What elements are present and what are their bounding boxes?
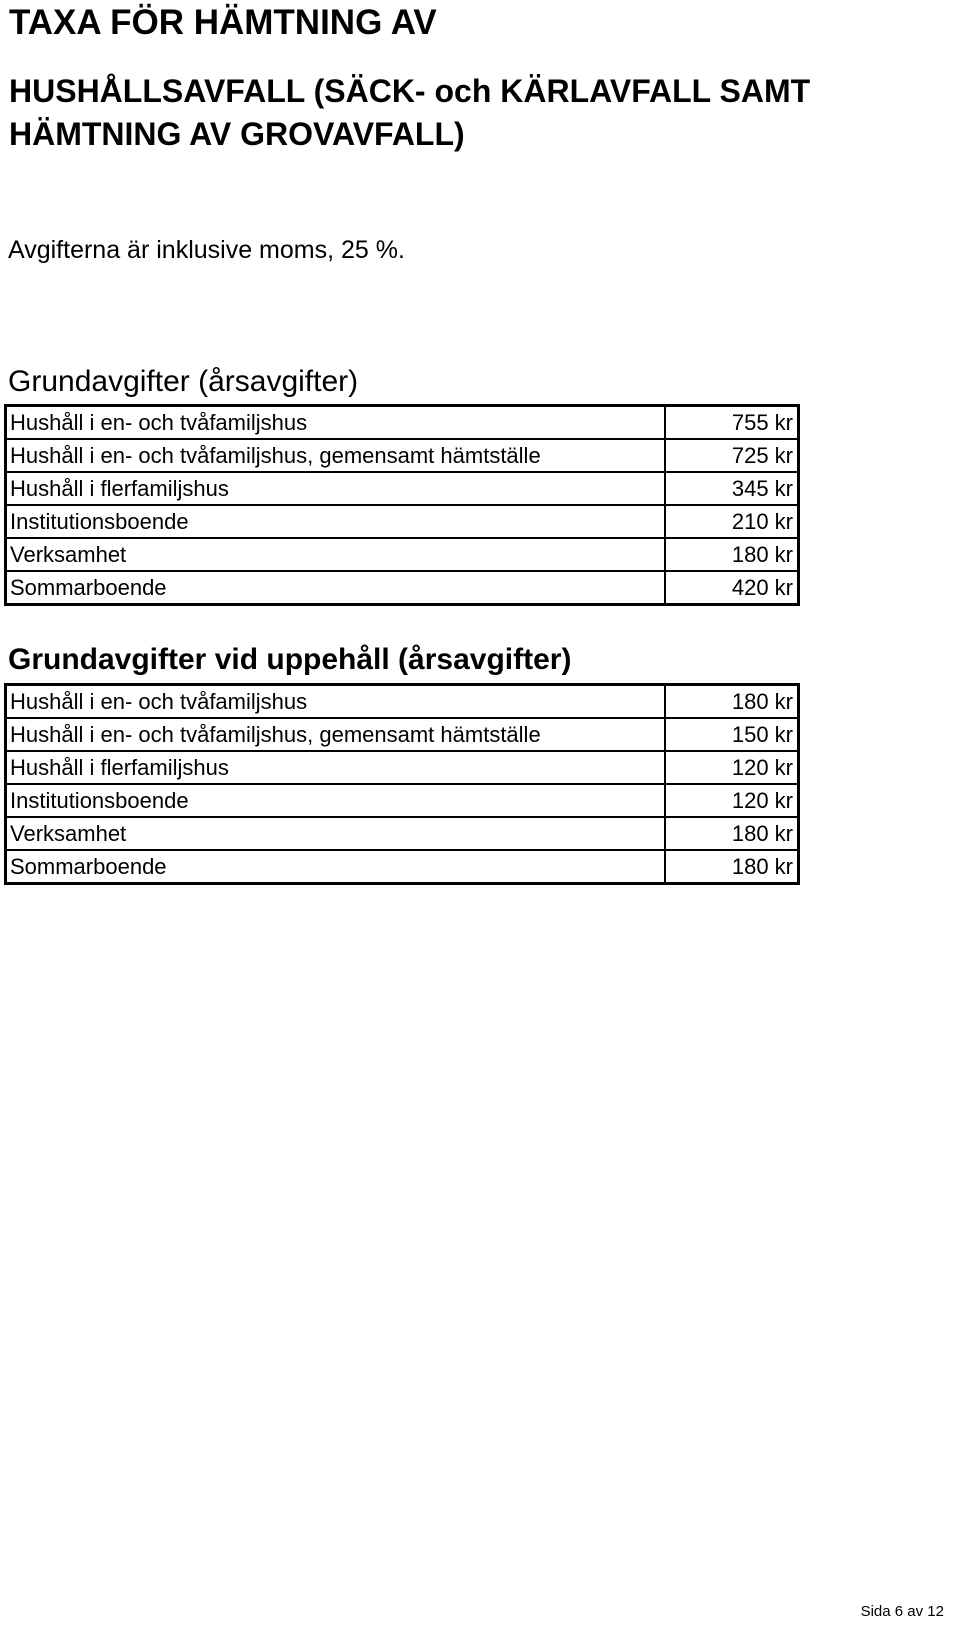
fee-amount: 180 kr	[665, 850, 799, 884]
fee-amount: 180 kr	[665, 817, 799, 850]
fee-label: Hushåll i en- och tvåfamiljshus	[6, 406, 665, 440]
document-title: TAXA FÖR HÄMTNING AV	[9, 3, 437, 42]
vat-note: Avgifterna är inklusive moms, 25 %.	[8, 236, 405, 264]
table-row	[6, 817, 799, 850]
section-title-annual-fees: Grundavgifter (årsavgifter)	[8, 365, 359, 398]
fee-label: Hushåll i flerfamiljshus	[6, 472, 665, 505]
fee-amount: 120 kr	[665, 751, 799, 784]
fee-amount: 120 kr	[665, 784, 799, 817]
suspension-fees-table	[4, 683, 800, 885]
fee-label: Sommarboende	[6, 850, 665, 884]
fee-label: Verksamhet	[6, 538, 665, 571]
table-row	[6, 571, 799, 605]
fee-amount: 345 kr	[665, 472, 799, 505]
fee-label: Verksamhet	[6, 817, 665, 850]
fee-label: Hushåll i en- och tvåfamiljshus, gemensamt hämtställe	[6, 718, 665, 751]
table-row	[6, 505, 799, 538]
table-row	[6, 850, 799, 884]
table-row	[6, 472, 799, 505]
fee-amount: 180 kr	[731, 689, 793, 714]
document-subtitle-line-1: HUSHÅLLSAVFALL (SÄCK- och KÄRLAVFALL SAMT	[9, 73, 811, 109]
fee-amount: 180 kr	[665, 538, 799, 571]
fee-label: Hushåll i flerfamiljshus	[6, 751, 665, 784]
fee-amount: 150 kr	[665, 718, 799, 751]
fee-amount: 210 kr	[665, 505, 799, 538]
annual-fees-table	[4, 404, 800, 606]
table-row	[6, 685, 799, 719]
table-row	[6, 751, 799, 784]
section-title-suspension-fees: Grundavgifter vid uppehåll (årsavgifter)	[8, 643, 572, 676]
document-subtitle	[9, 70, 810, 156]
fee-label: Sommarboende	[6, 571, 665, 605]
fee-amount: 755 kr	[731, 410, 793, 435]
fee-label: Institutionsboende	[6, 784, 665, 817]
page-number: Sida 6 av 12	[860, 1603, 944, 1620]
table-row	[6, 718, 799, 751]
fee-amount: 420 kr	[665, 571, 799, 605]
table-row	[6, 784, 799, 817]
fee-label: Institutionsboende	[6, 505, 665, 538]
fee-label: Hushåll i en- och tvåfamiljshus, gemensamt hämtställe	[6, 439, 665, 472]
table-row	[6, 538, 799, 571]
table-row	[6, 439, 799, 472]
table-row	[6, 406, 799, 440]
fee-label: Hushåll i en- och tvåfamiljshus	[6, 685, 665, 719]
document-subtitle-line-2: HÄMTNING AV GROVAVFALL)	[9, 116, 465, 152]
fee-amount: 725 kr	[665, 439, 799, 472]
